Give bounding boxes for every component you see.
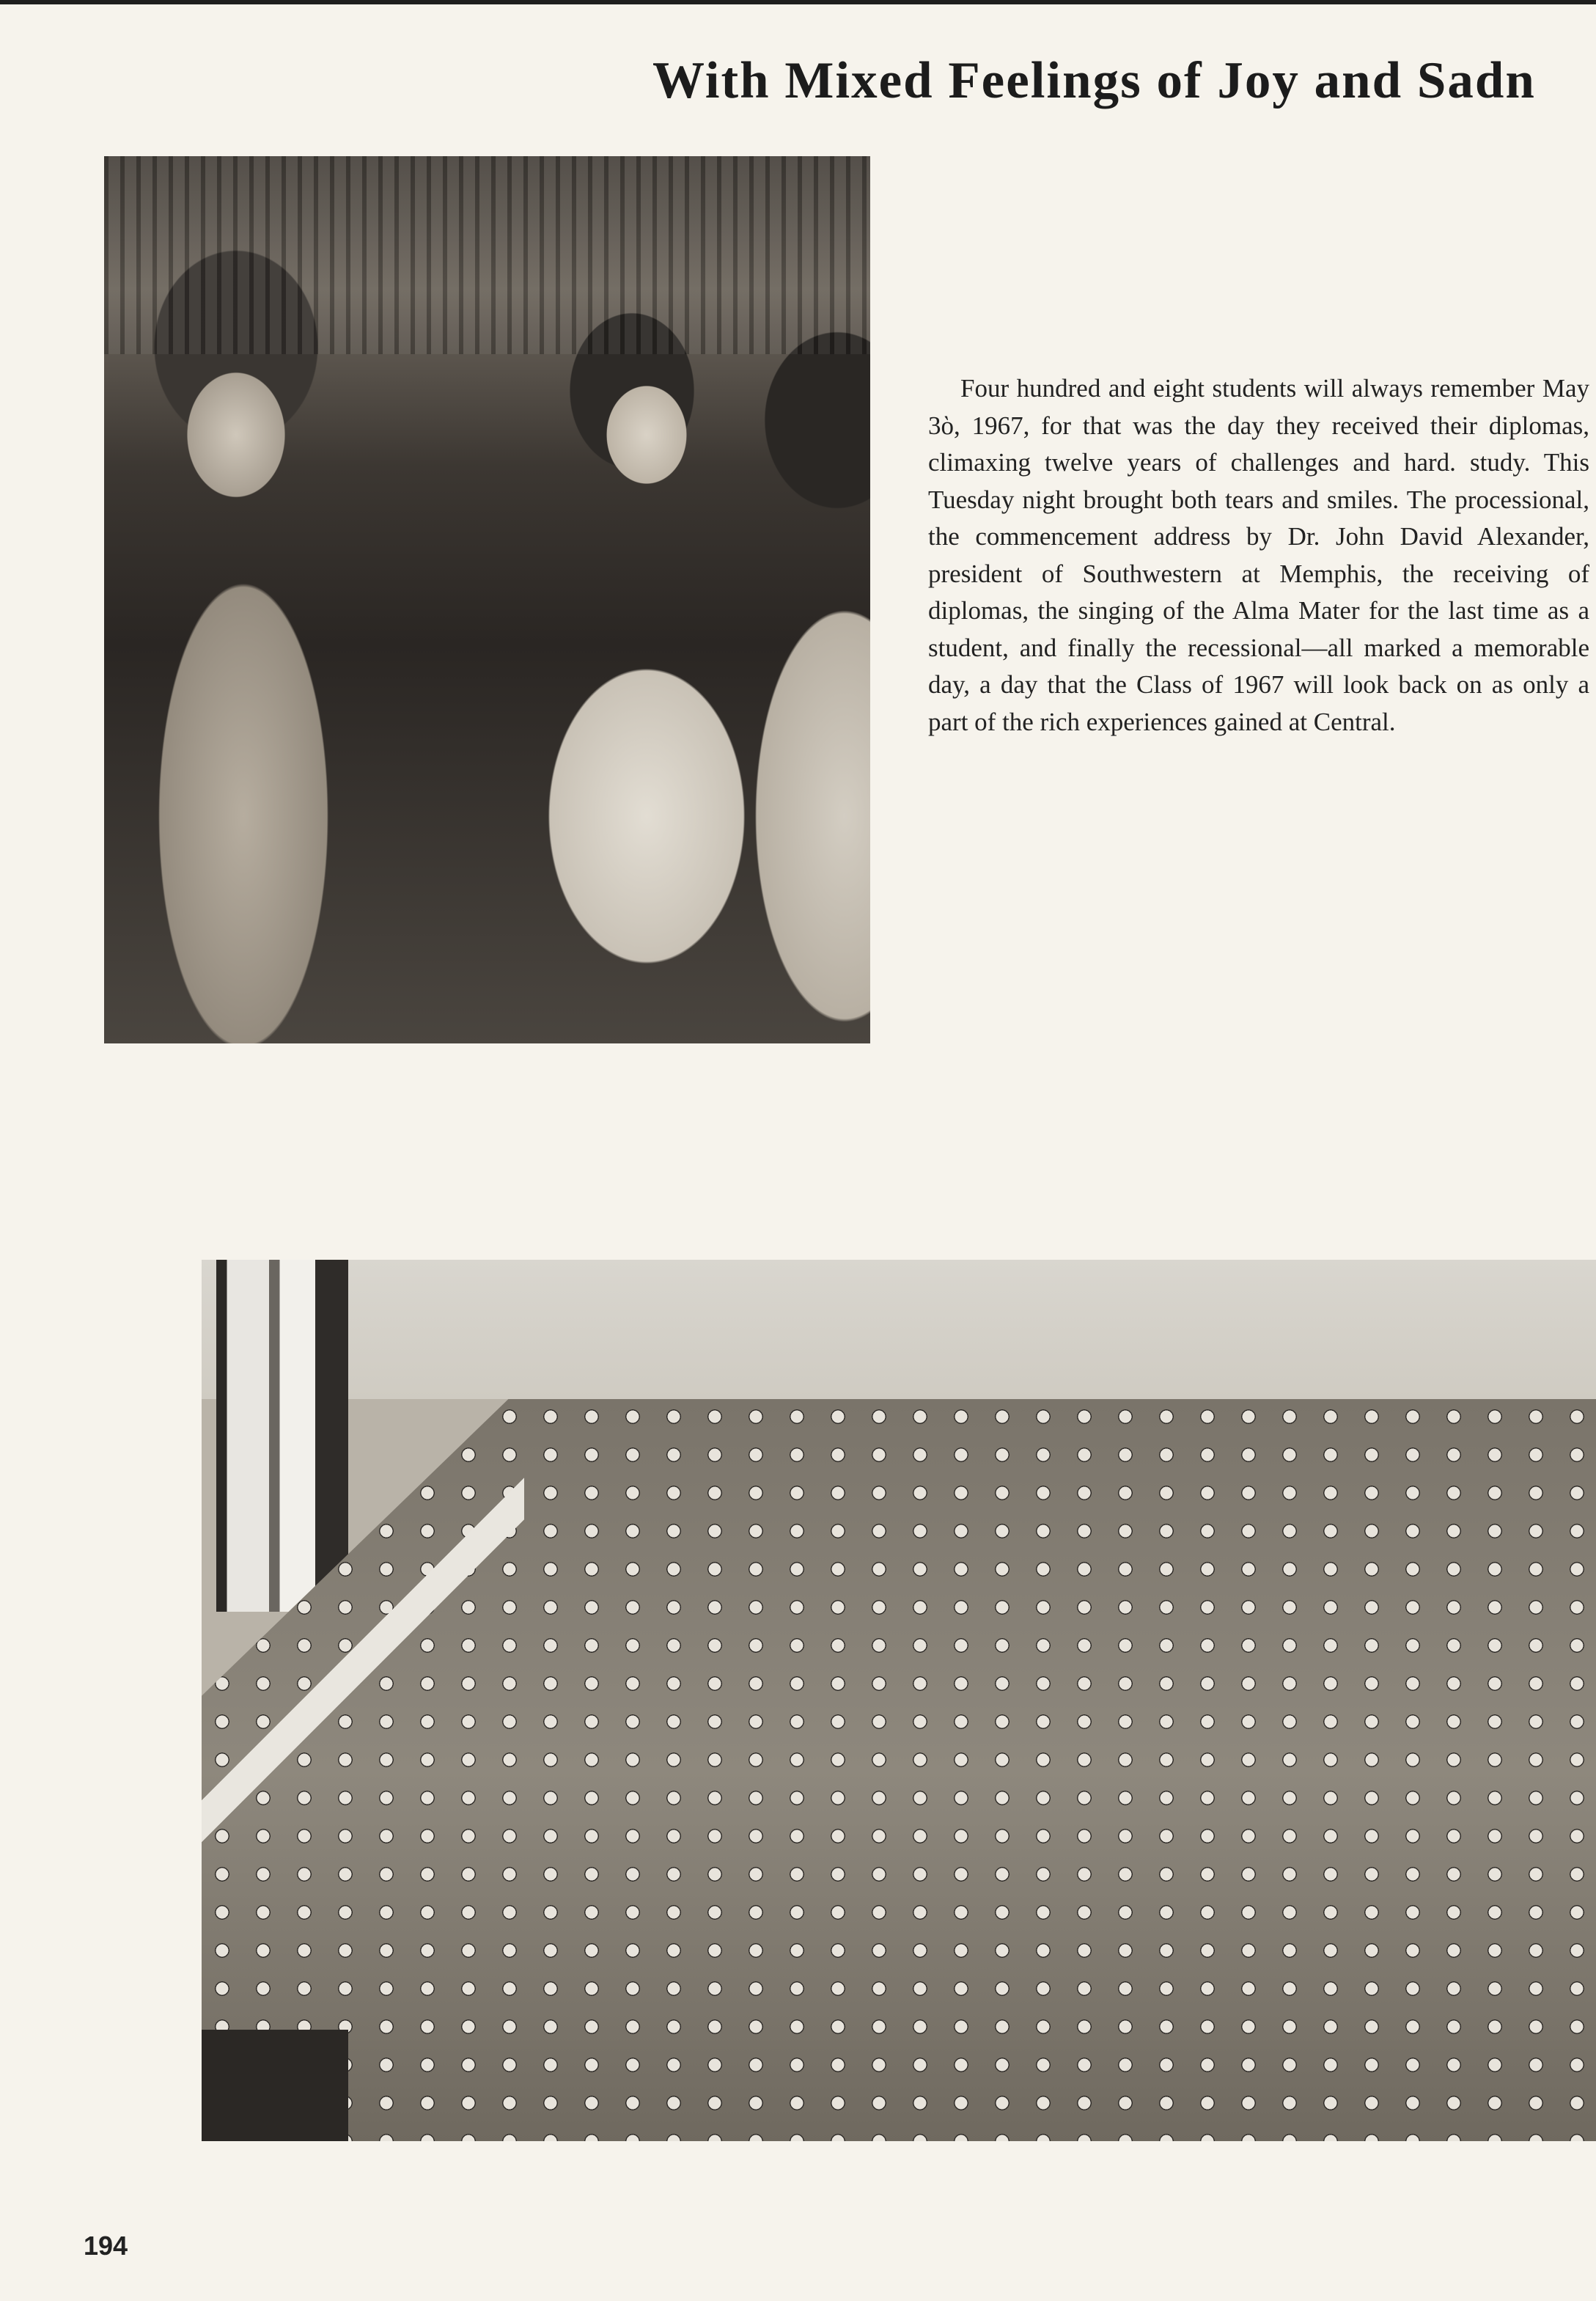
graduating-class-photo (202, 1260, 1596, 2141)
stage-curtain (104, 156, 870, 354)
backdrop-wall (202, 1260, 1596, 1399)
graduates-greeting-photo (104, 156, 870, 1043)
stage-floor (202, 2030, 348, 2141)
stage-rail (202, 1399, 524, 1912)
page-number: 194 (84, 2231, 128, 2261)
page-title: With Mixed Feelings of Joy and Sadn (652, 52, 1536, 109)
top-border (0, 0, 1596, 4)
article-paragraph: Four hundred and eight students will always remember May 3ὸ, 1967, for that was the day they received their diplomas, climaxing twelve years of challenges and hard. study. This Tuesday night brought both tears and smiles. The processional, the commencement address by Dr. John David Alexander, president of Southwestern at Memphis, the receiving of diplomas, the singing of the Alma Mater for the last time as a student, and finally the recessional—all marked a memorable day, a day that the Class of 1967 will look back on as only a part of the rich experiences gained at Central. (928, 374, 1589, 736)
